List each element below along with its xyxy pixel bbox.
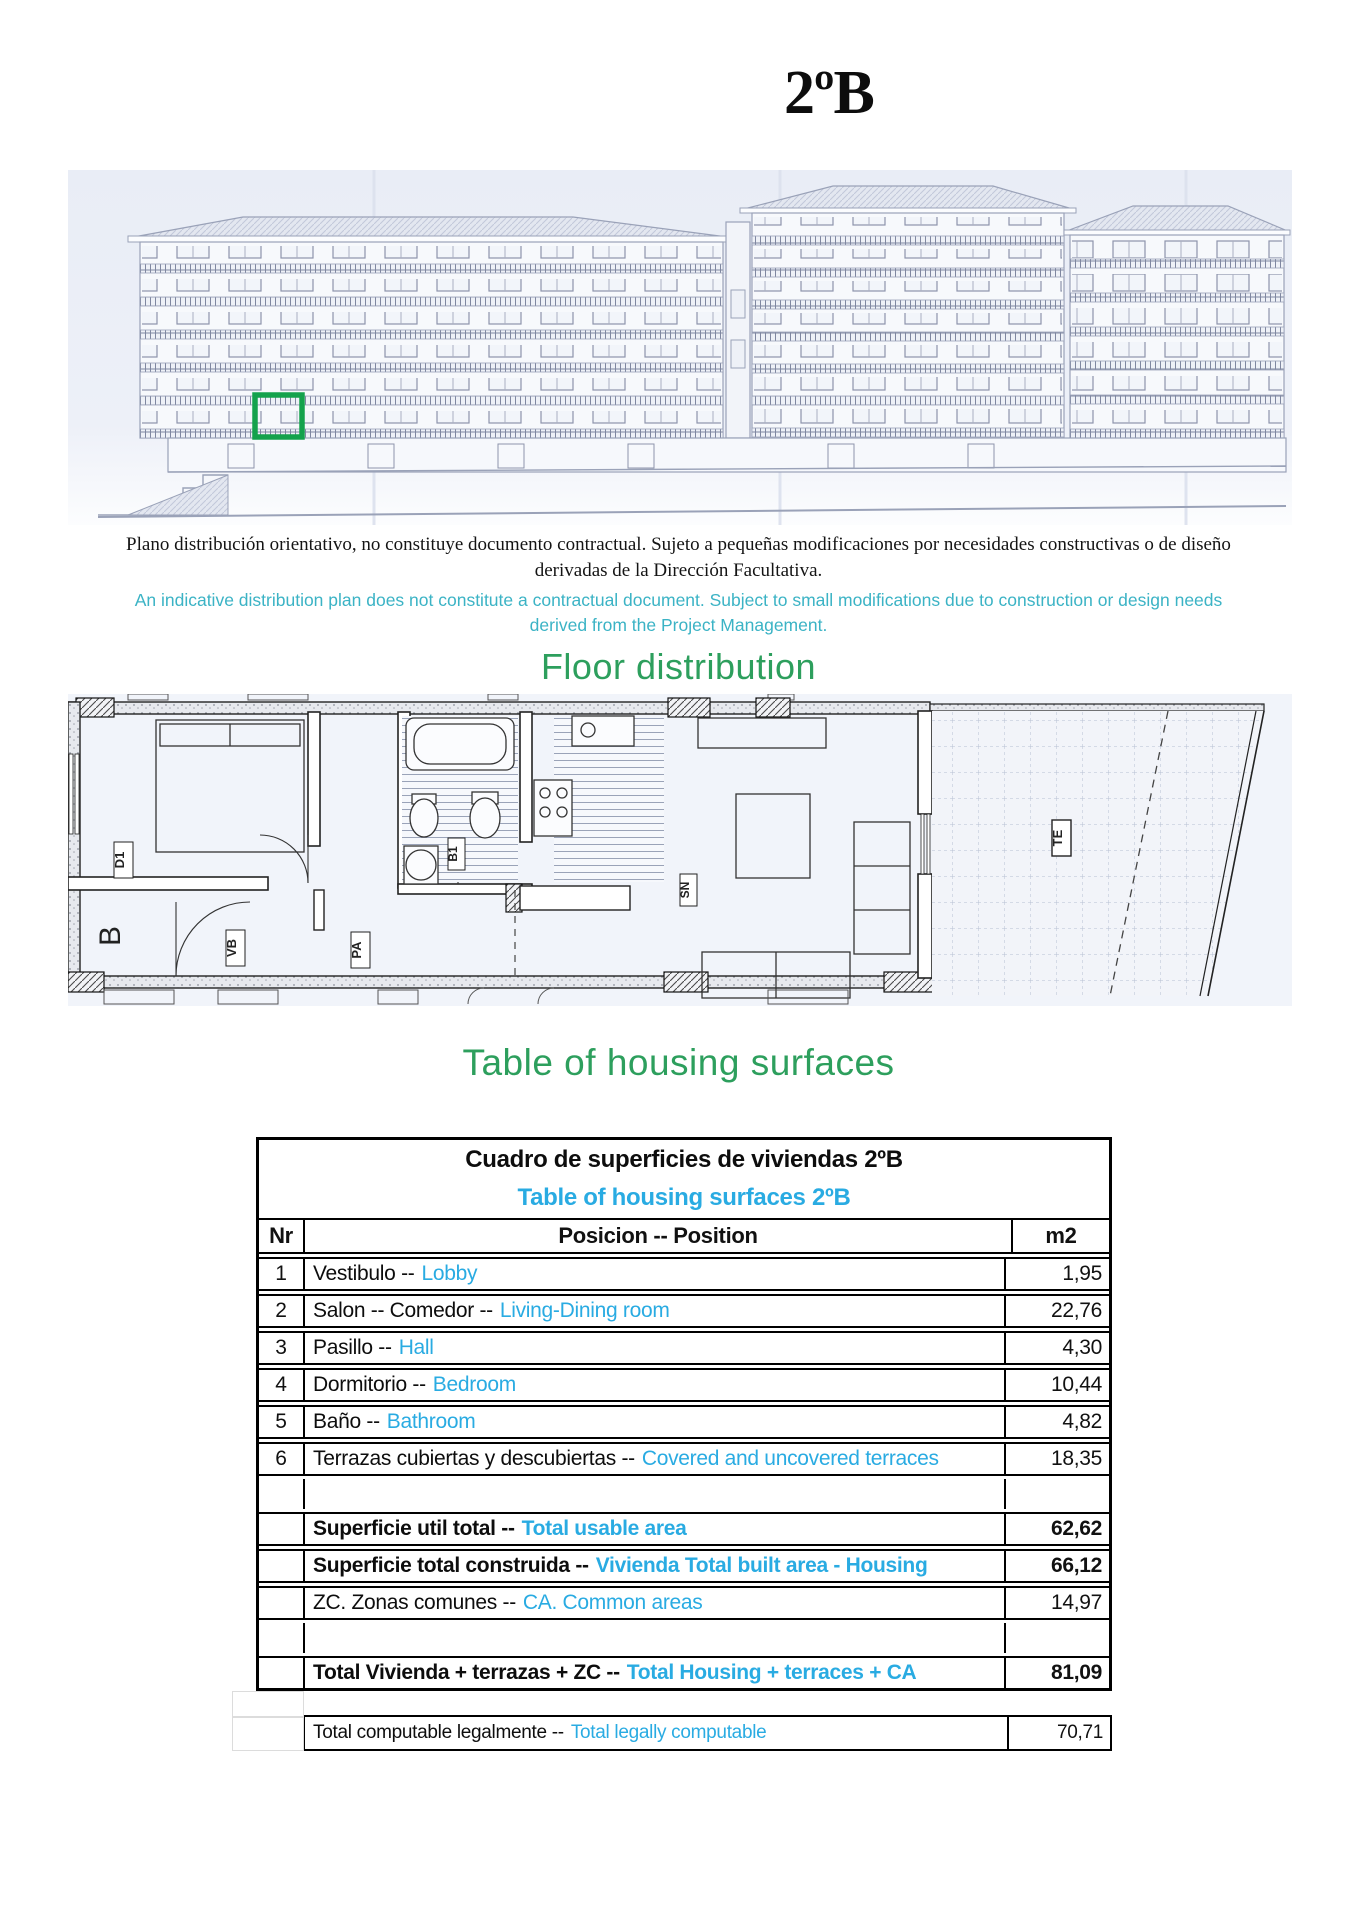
surfaces-table <box>256 1137 1112 1751</box>
b1-label <box>446 838 465 870</box>
legal-total-row <box>303 1715 1112 1751</box>
row-label-es: Total computable legalmente -- <box>313 1722 564 1743</box>
disclaimer-spanish-line1: Plano distribución orientativo, no constituye documento contractual. Sujeto a pequeñas modificaciones por necesidades constructivas o de diseño <box>126 534 1231 555</box>
svg-text:VB: VB <box>224 938 239 958</box>
housing-surfaces-heading: Table of housing surfaces <box>462 1042 895 1083</box>
table-title-english: Table of housing surfaces 2ºB <box>517 1184 851 1211</box>
total-built-row <box>259 1549 1109 1583</box>
row-label-en: Hall <box>398 1336 434 1359</box>
table-header-row <box>259 1220 1109 1254</box>
row-nr: 3 <box>259 1333 305 1363</box>
disclaimer-spanish <box>0 532 1357 584</box>
row-position <box>305 1588 1004 1618</box>
row-nr: 4 <box>259 1370 305 1400</box>
page-title: 2ºB <box>784 59 874 127</box>
row-label-es: Pasillo -- <box>313 1336 392 1359</box>
row-label-en: Total Housing + terraces + CA <box>626 1661 917 1684</box>
row-position <box>305 1551 1004 1581</box>
row-position <box>305 1407 1004 1437</box>
row-position <box>305 1370 1004 1400</box>
row-position <box>305 1658 1004 1688</box>
svg-text:D1: D1 <box>112 851 127 869</box>
row-m2: 66,12 <box>1004 1551 1109 1581</box>
row-label-es: Superficie total construida -- <box>313 1554 589 1577</box>
terrace-tiles <box>932 711 1264 996</box>
pa-label <box>349 932 370 968</box>
table-row <box>259 1368 1109 1402</box>
row-label-es: Baño -- <box>313 1410 380 1433</box>
col-header-m2: m2 <box>1011 1220 1109 1252</box>
right-wing-floors <box>752 217 1064 437</box>
gridline-stub <box>232 1717 304 1751</box>
row-nr: 5 <box>259 1407 305 1437</box>
row-label-en: Living-Dining room <box>499 1299 670 1322</box>
table-row <box>259 1257 1109 1291</box>
table-row <box>259 1294 1109 1328</box>
table-row <box>259 1405 1109 1439</box>
row-position <box>305 1444 1004 1474</box>
total-usable-row <box>259 1512 1109 1546</box>
row-label-en: Lobby <box>421 1262 478 1285</box>
grand-total-row <box>259 1656 1109 1688</box>
row-m2: 10,44 <box>1004 1370 1109 1400</box>
row-label-en: Covered and uncovered terraces <box>641 1447 939 1470</box>
row-nr: 2 <box>259 1296 305 1326</box>
gridline-stub <box>232 1691 304 1717</box>
row-m2: 81,09 <box>1004 1658 1109 1688</box>
terrace <box>932 711 1264 996</box>
disclaimer-spanish-line2: derivadas de la Dirección Facultativa. <box>534 560 823 581</box>
row-label-en: CA. Common areas <box>522 1591 703 1614</box>
far-right-wing <box>1064 206 1290 438</box>
row-nr: 1 <box>259 1259 305 1289</box>
row-m2: 22,76 <box>1004 1296 1109 1326</box>
row-label-en: Total legally computable <box>570 1722 767 1743</box>
surfaces-table-main <box>256 1137 1112 1691</box>
spacer-row <box>259 1623 1109 1653</box>
stair-tower <box>726 222 750 438</box>
row-m2: 4,30 <box>1004 1333 1109 1363</box>
bathroom-sink <box>406 850 436 880</box>
svg-text:TE: TE <box>1050 829 1065 847</box>
row-label-en: Vivienda Total built area - Housing <box>595 1554 928 1577</box>
stove <box>534 780 572 836</box>
row-m2: 70,71 <box>1007 1717 1110 1749</box>
row-label-es: ZC. Zonas comunes -- <box>313 1591 516 1614</box>
row-label-en: Bedroom <box>432 1373 516 1396</box>
building-elevation-drawing <box>68 170 1292 525</box>
svg-text:SN: SN <box>678 881 692 899</box>
col-header-nr: Nr <box>259 1220 305 1252</box>
table-title-spanish: Cuadro de superficies de viviendas 2ºB <box>465 1146 903 1173</box>
row-label-en: Bathroom <box>386 1410 476 1433</box>
sn-label <box>678 874 697 906</box>
toilet <box>470 798 500 838</box>
vb-label <box>224 930 245 966</box>
row-m2: 4,82 <box>1004 1407 1109 1437</box>
row-label-es: Superficie util total -- <box>313 1517 515 1540</box>
row-m2: 14,97 <box>1004 1588 1109 1618</box>
row-m2: 1,95 <box>1004 1259 1109 1289</box>
right-wing <box>740 186 1076 438</box>
row-label-en: Total usable area <box>521 1517 687 1540</box>
row-label-es: Total Vivienda + terrazas + ZC -- <box>313 1661 620 1684</box>
row-m2: 18,35 <box>1004 1444 1109 1474</box>
disclaimer-english <box>0 588 1357 638</box>
te-label <box>1050 820 1071 856</box>
table-title-block <box>259 1140 1109 1220</box>
row-m2: 62,62 <box>1004 1514 1109 1544</box>
col-header-position: Posicion -- Position <box>558 1223 758 1248</box>
floor-plan-drawing <box>68 694 1292 1006</box>
svg-text:PA: PA <box>349 941 364 959</box>
spacer-row <box>259 1479 1109 1509</box>
left-wing <box>128 217 735 438</box>
row-position <box>305 1259 1004 1289</box>
d1-label <box>112 842 133 878</box>
bidet <box>410 799 438 837</box>
row-nr: 6 <box>259 1444 305 1474</box>
row-position <box>305 1514 1004 1544</box>
svg-text:B1: B1 <box>446 846 460 862</box>
disclaimer-english-line2: derived from the Project Management. <box>529 615 828 635</box>
row-label-es: Terrazas cubiertas y descubiertas -- <box>313 1447 635 1470</box>
table-row <box>259 1331 1109 1365</box>
floor-distribution-heading: Floor distribution <box>540 646 817 687</box>
row-position <box>305 1296 1004 1326</box>
row-label-es: Salon -- Comedor -- <box>313 1299 493 1322</box>
row-label-es: Vestibulo -- <box>313 1262 415 1285</box>
row-position <box>305 1333 1004 1363</box>
unit-letter-label: B <box>94 925 127 946</box>
row-label-es: Dormitorio -- <box>313 1373 426 1396</box>
row-position <box>305 1717 1007 1749</box>
common-areas-row <box>259 1586 1109 1620</box>
disclaimer-english-line1: An indicative distribution plan does not constitute a contractual document. Subject to small modifications due to construction or design needs <box>134 590 1223 610</box>
table-row <box>259 1442 1109 1476</box>
